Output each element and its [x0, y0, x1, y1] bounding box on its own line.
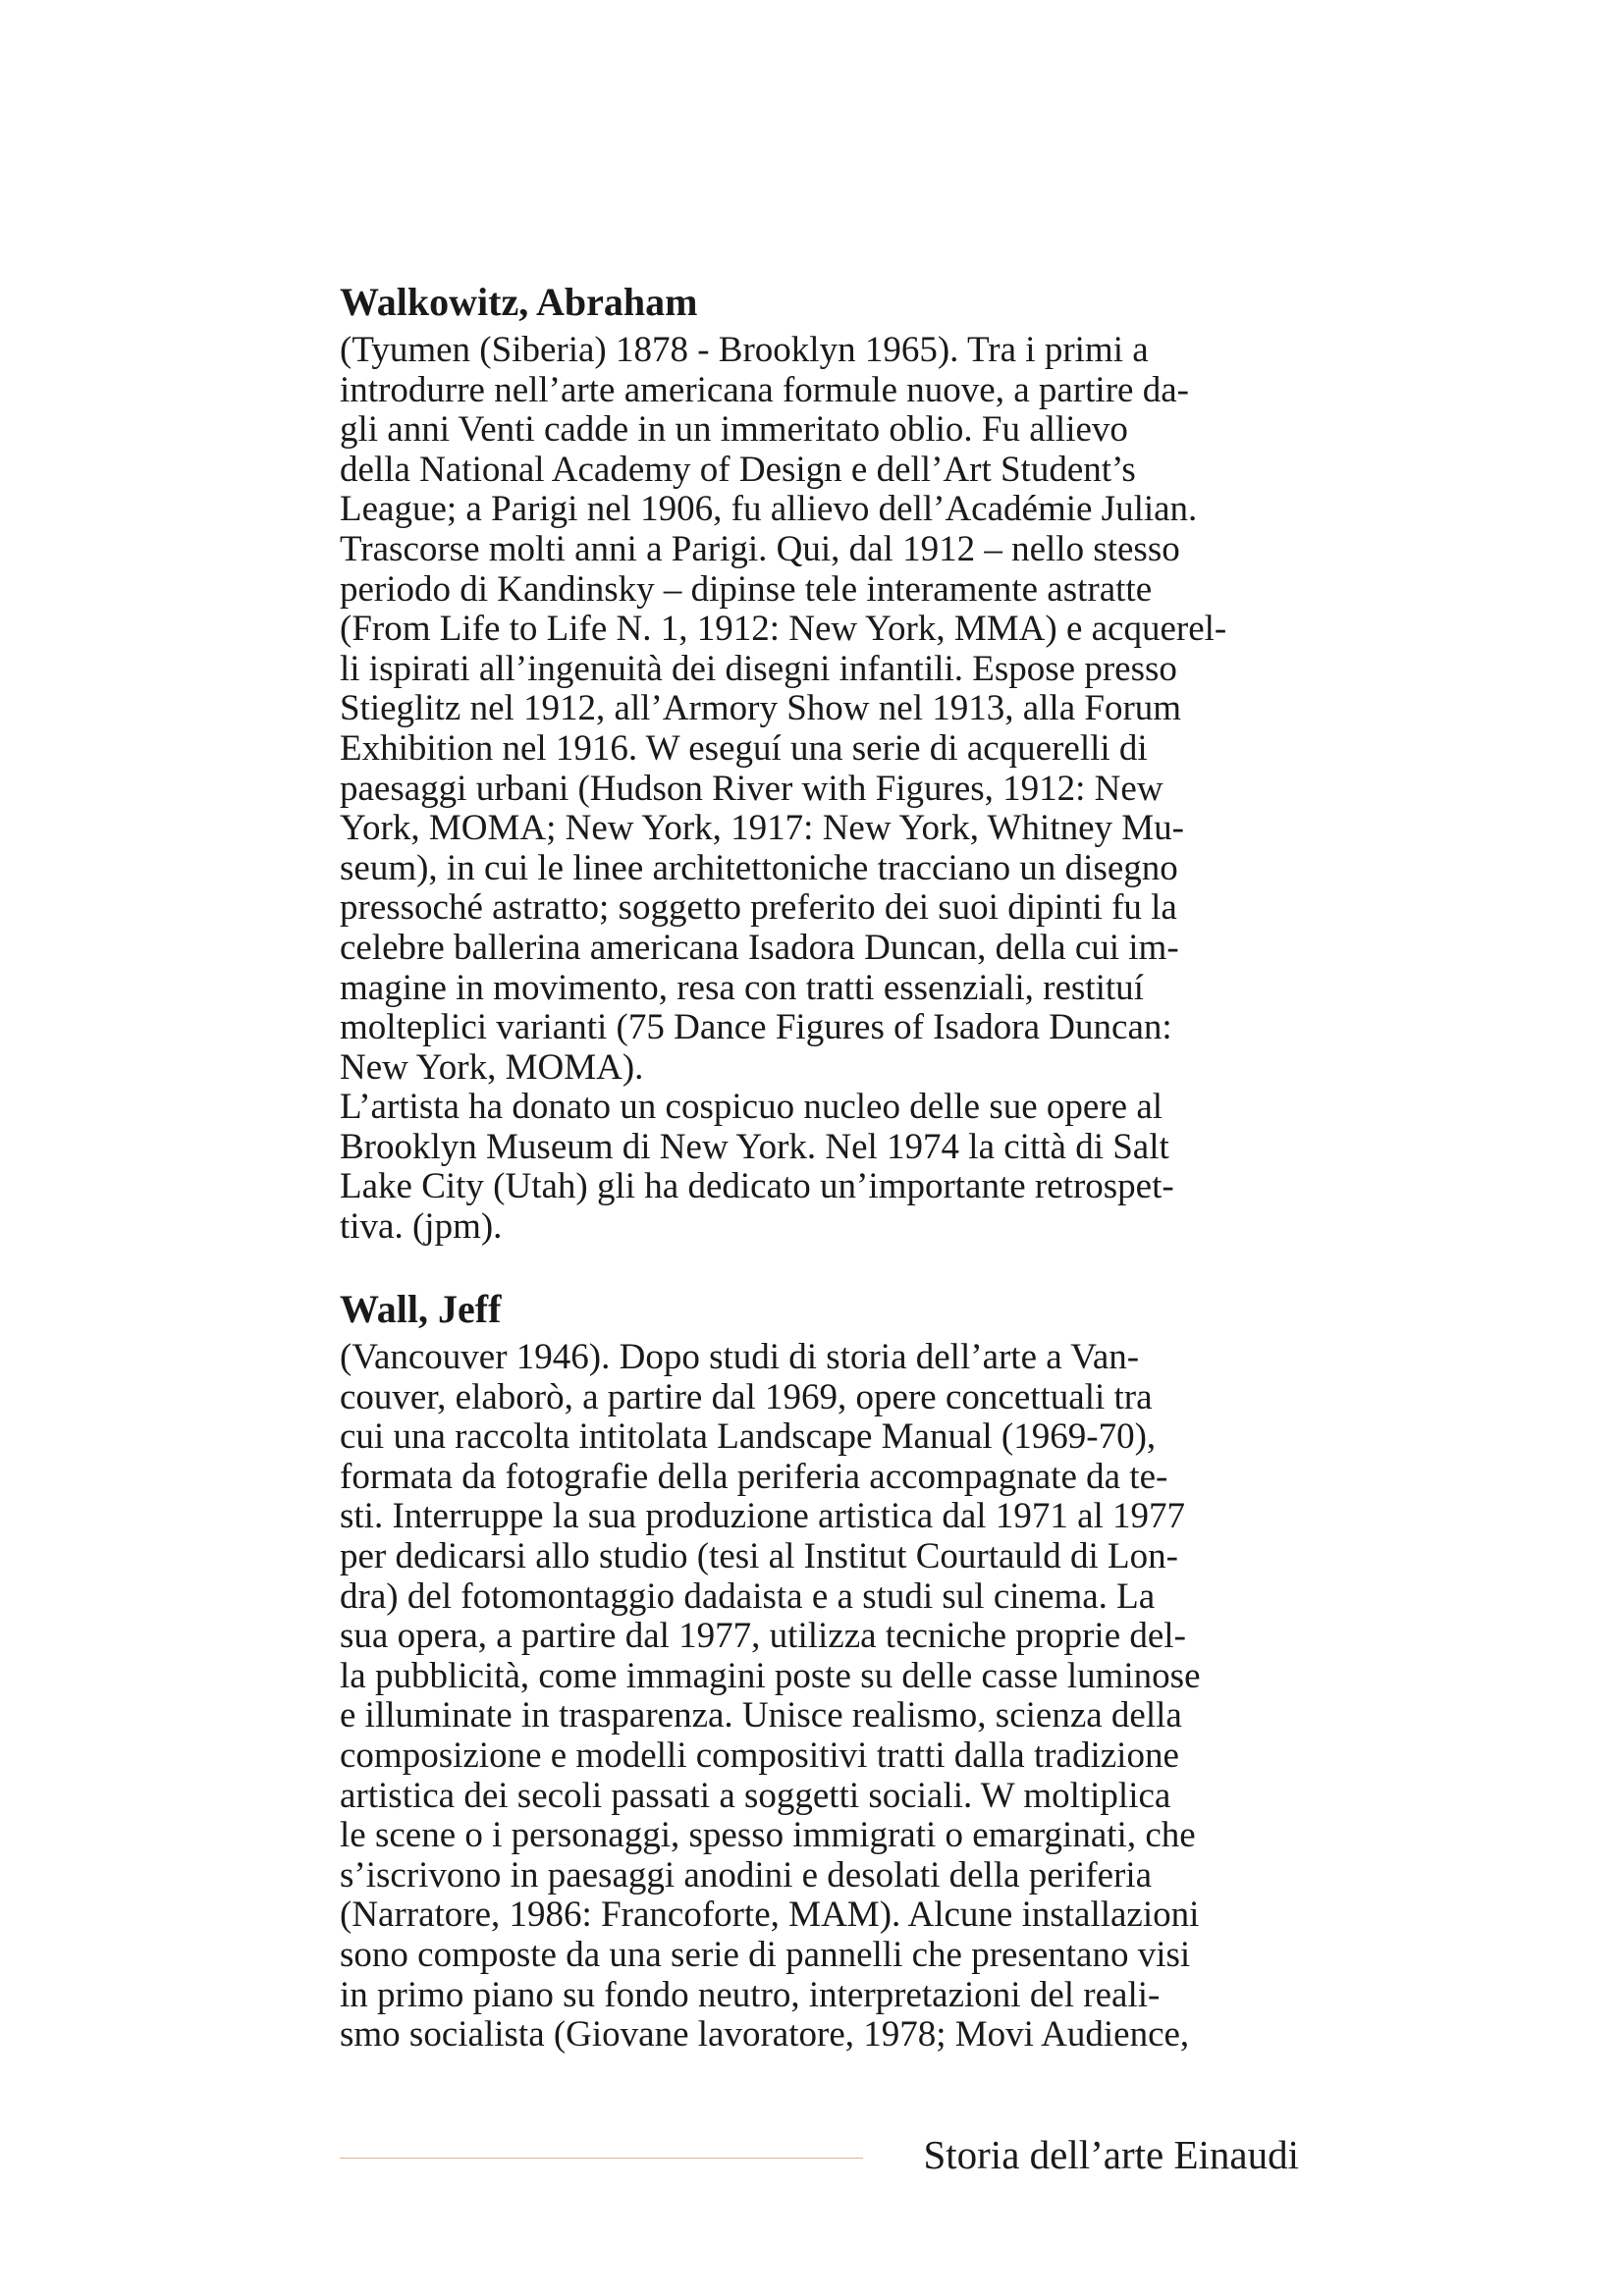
text-line: dra) del fotomontaggio dadaista e a studi sul cinema. La: [340, 1575, 1156, 1617]
text-line: tiva. (jpm).: [340, 1206, 503, 1248]
text-line: s’iscrivono in paesaggi anodini e desolati della periferia: [340, 1854, 1153, 1896]
text-line: e illuminate in trasparenza. Unisce realismo, scienza della: [340, 1695, 1182, 1736]
text-line: pressoché astratto; soggetto preferito dei suoi dipinti fu la: [340, 887, 1177, 929]
text-line: smo socialista (Giovane lavoratore, 1978; Movi Audience,: [340, 2014, 1190, 2056]
text-line: Trascorse molti anni a Parigi. Qui, dal 1912 – nello stesso: [340, 528, 1180, 569]
entry-walkowitz: [340, 279, 1302, 1248]
text-line: celebre ballerina americana Isadora Duncan, della cui im-: [340, 927, 1179, 968]
text-line: gli anni Venti cadde in un immeritato oblio. Fu allievo: [340, 409, 1128, 451]
text-line: introdurre nell’arte americana formule nuove, a partire da-: [340, 369, 1189, 410]
text-line: in primo piano su fondo neutro, interpretazioni del reali-: [340, 1974, 1161, 2015]
entry-body: [340, 1338, 1302, 2056]
entry-body: [340, 331, 1302, 1248]
text-line: Lake City (Utah) gli ha dedicato un’importante retrospet-: [340, 1166, 1174, 1207]
text-line: formata da fotografie della periferia accompagnate da te-: [340, 1456, 1168, 1497]
footer-rule: [340, 2158, 863, 2159]
entry-title: Wall, Jeff: [340, 1287, 502, 1331]
text-line: seum), in cui le linee architettoniche tracciano un disegno: [340, 847, 1178, 888]
text-line: L’artista ha donato un cospicuo nucleo delle sue opere al: [340, 1087, 1163, 1128]
text-line: Stieglitz nel 1912, all’Armory Show nel 1913, alla Forum: [340, 688, 1182, 729]
text-line: sua opera, a partire dal 1977, utilizza tecniche proprie del-: [340, 1616, 1186, 1657]
text-line: sono composte da una serie di pannelli che presentano visi: [340, 1934, 1191, 1975]
text-line: cui una raccolta intitolata Landscape Manual (1969-70),: [340, 1416, 1157, 1458]
text-line: Brooklyn Museum di New York. Nel 1974 la città di Salt: [340, 1126, 1169, 1167]
text-line: (Vancouver 1946). Dopo studi di storia dell’arte a Van-: [340, 1337, 1140, 1377]
text-line: la pubblicità, come immagini poste su delle casse luminose: [340, 1655, 1201, 1696]
text-line: periodo di Kandinsky – dipinse tele interamente astratte: [340, 568, 1153, 610]
footer-publication-title: Storia dell’arte Einaudi: [923, 2132, 1299, 2177]
text-line: per dedicarsi allo studio (tesi al Institut Courtauld di Lon-: [340, 1535, 1178, 1576]
entry-title: Walkowitz, Abraham: [340, 280, 698, 324]
text-line: Exhibition nel 1916. W eseguí una serie di acquerelli di: [340, 727, 1148, 769]
text-line: (Narratore, 1986: Francoforte, MAM). Alcune installazioni: [340, 1895, 1200, 1936]
text-line: League; a Parigi nel 1906, fu allievo dell’Académie Julian.: [340, 489, 1198, 530]
text-line: paesaggi urbani (Hudson River with Figures, 1912: New: [340, 768, 1163, 809]
text-line: artistica dei secoli passati a soggetti sociali. W moltiplica: [340, 1775, 1171, 1816]
text-line: couver, elaborò, a partire dal 1969, opere concettuali tra: [340, 1376, 1153, 1417]
text-line: della National Academy of Design e dell’Art Student’s: [340, 449, 1136, 490]
text-line: (From Life to Life N. 1, 1912: New York, MMA) e acquerel-: [340, 609, 1227, 650]
text-line: molteplici varianti (75 Dance Figures of Isadora Duncan:: [340, 1007, 1172, 1048]
text-line: sti. Interruppe la sua produzione artistica dal 1971 al 1977: [340, 1496, 1186, 1537]
text-line: magine in movimento, resa con tratti essenziali, restituí: [340, 967, 1144, 1008]
text-line: composizione e modelli compositivi tratti dalla tradizione: [340, 1735, 1179, 1776]
text-line: York, MOMA; New York, 1917: New York, Whitney Mu-: [340, 808, 1184, 849]
text-line: New York, MOMA).: [340, 1046, 644, 1088]
text-line: li ispirati all’ingenuità dei disegni infantili. Espose presso: [340, 648, 1177, 689]
text-line: le scene o i personaggi, spesso immigrati o emarginati, che: [340, 1815, 1196, 1856]
entry-wall: [340, 1286, 1302, 2056]
text-line: (Tyumen (Siberia) 1878 - Brooklyn 1965). Tra i primi a: [340, 330, 1149, 370]
